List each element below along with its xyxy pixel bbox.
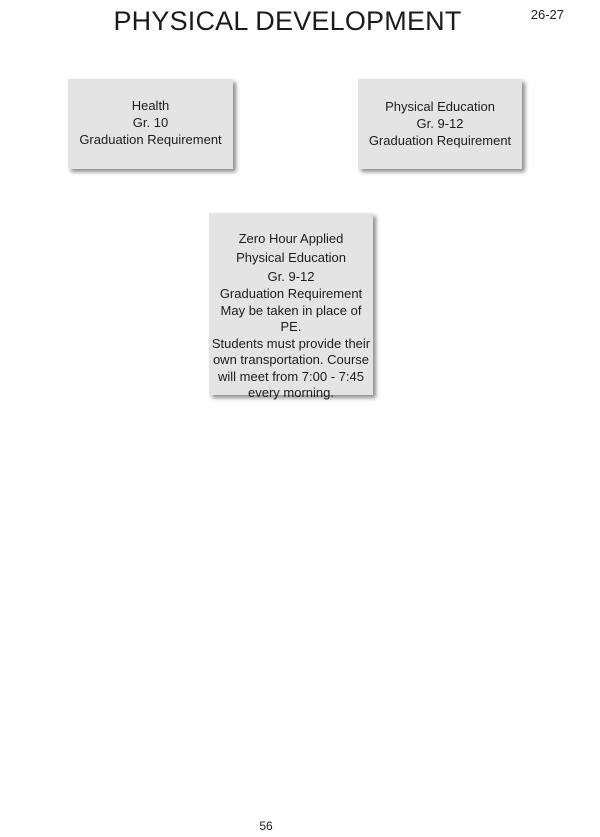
course-name: Physical Education — [385, 99, 495, 114]
course-name-line-2: Physical Education — [236, 250, 346, 265]
course-box-physical-education — [358, 79, 522, 169]
page-number: 56 — [259, 819, 273, 833]
course-requirement: Graduation Requirement — [219, 286, 363, 301]
course-box-health — [68, 79, 233, 169]
course-grade: Gr. 10 — [132, 115, 169, 130]
course-requirement: Graduation Requirement — [79, 132, 222, 147]
course-note-line: Students must provide their — [211, 335, 371, 351]
course-name-line-1: Zero Hour Applied — [238, 231, 344, 246]
course-heading — [209, 229, 373, 286]
page-title: PHYSICAL DEVELOPMENT — [113, 6, 462, 36]
course-description — [209, 286, 373, 402]
course-requirement: Graduation Requirement — [368, 133, 512, 148]
course-box-zero-hour-pe — [209, 213, 373, 400]
course-note-line: May be taken in place of PE. — [220, 302, 362, 334]
school-year-label: 26-27 — [530, 7, 564, 22]
course-note-line: every morning. — [248, 385, 334, 400]
course-note-line: will meet from 7:00 - 7:45 — [218, 368, 364, 384]
course-name: Health — [131, 98, 170, 113]
course-note-line: own transportation. Course — [212, 352, 370, 367]
course-grade: Gr. 9-12 — [416, 116, 464, 131]
course-grade: Gr. 9-12 — [267, 269, 315, 284]
